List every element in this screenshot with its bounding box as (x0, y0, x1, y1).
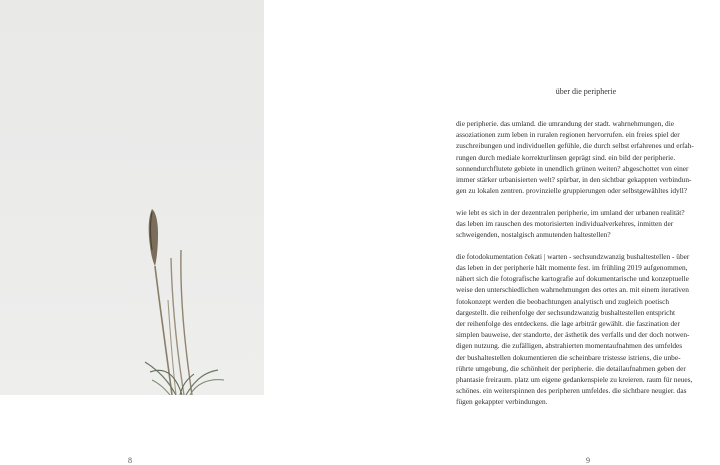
text-line: immer stärker urbanisierten welt? spürbar, in den sichtbar gekappten verbindun- (456, 175, 692, 185)
text-line: digen nutzung. die zufälligen, abstrahierten momentaufnahmen des umfeldes (456, 341, 683, 351)
text-line: simplen bauweise, der standorte, der ästhetik des verfalls und der doch notwen- (456, 330, 690, 340)
text-line: nähert sich die fotografische kartografie auf dokumentarische und konzeptuelle (456, 274, 689, 284)
text-line: wie lebt es sich in der dezentralen peripherie, im umland der urbanen realität? (456, 207, 685, 217)
text-line: phantasie freiraum. platz um eigene gedankenspiele zu kreieren. raum für neues, (456, 375, 693, 385)
text-line: weise den unterschiedlichen wahrnehmungen des ortes an. mit einem iterativen (456, 285, 689, 295)
text-line: die peripherie. das umland. die umrandung der stadt. wahrnehmungen, die (456, 119, 675, 128)
text-line: schönes. ein weiterspinnen des peripheren umfeldes. die sichtbare neugier. das (456, 386, 687, 396)
text-line: das leben im rauschen des motorisierten individualverkehres, inmitten der (456, 219, 674, 229)
text-line: dargestellt. die reihenfolge der sechsundzwanzig bushaltestellen entspricht (456, 307, 676, 317)
text-line: fotokonzept werden die beobachtungen analytisch und zugleich poetisch (456, 296, 670, 306)
text-line: assoziationen zum leben in ruralen regionen hervorrufen. ein freies spiel der (456, 130, 680, 140)
paragraph-2 (456, 207, 718, 241)
text-line: fügen gekappter verbindungen. (456, 397, 548, 407)
grass-stalk-illustration (0, 0, 264, 395)
text-line: gen zu lokalen zentren. provinzielle gruppierungen oder selbstgewähltes idyll? (456, 186, 688, 196)
text-line: das leben in der peripherie hält momente fest. im frühling 2019 aufgenommen, (456, 263, 688, 273)
text-line: zuschreibungen und individuellen gefühle, die durch selbst erfahrenes und erfah- (456, 141, 694, 151)
paragraph-1 (456, 118, 718, 196)
text-line: die fotodokumentation čekati | warten - sechsundzwanzig bushaltestellen - über (456, 251, 690, 261)
text-line: rührte umgebung, die schönheit der peripherie. die detailaufnahmen geben der (456, 363, 686, 373)
text-line: schweigenden, nostalgisch anmutenden haltestellen? (456, 230, 611, 240)
page-title: über die peripherie (555, 87, 617, 96)
page-number-right: 9 (586, 456, 590, 465)
text-line: sonnendurchflutete gebiete in unendlich grünen weiten? abgeschottet von einer (456, 163, 689, 173)
text-line: der reihenfolge des entdeckens. die lage arbiträr gewählt. die faszination der (456, 319, 680, 329)
body-text (456, 118, 718, 418)
page-number-left: 8 (128, 456, 132, 465)
paragraph-3 (456, 251, 718, 408)
photograph (0, 0, 264, 395)
text-line: der bushaltestellen dokumentieren die scheinbare tristesse istriens, die unbe- (456, 352, 681, 362)
text-line: rungen durch mediale korrekturlinsen geprägt sind. ein bild der peripherie. (456, 152, 676, 162)
